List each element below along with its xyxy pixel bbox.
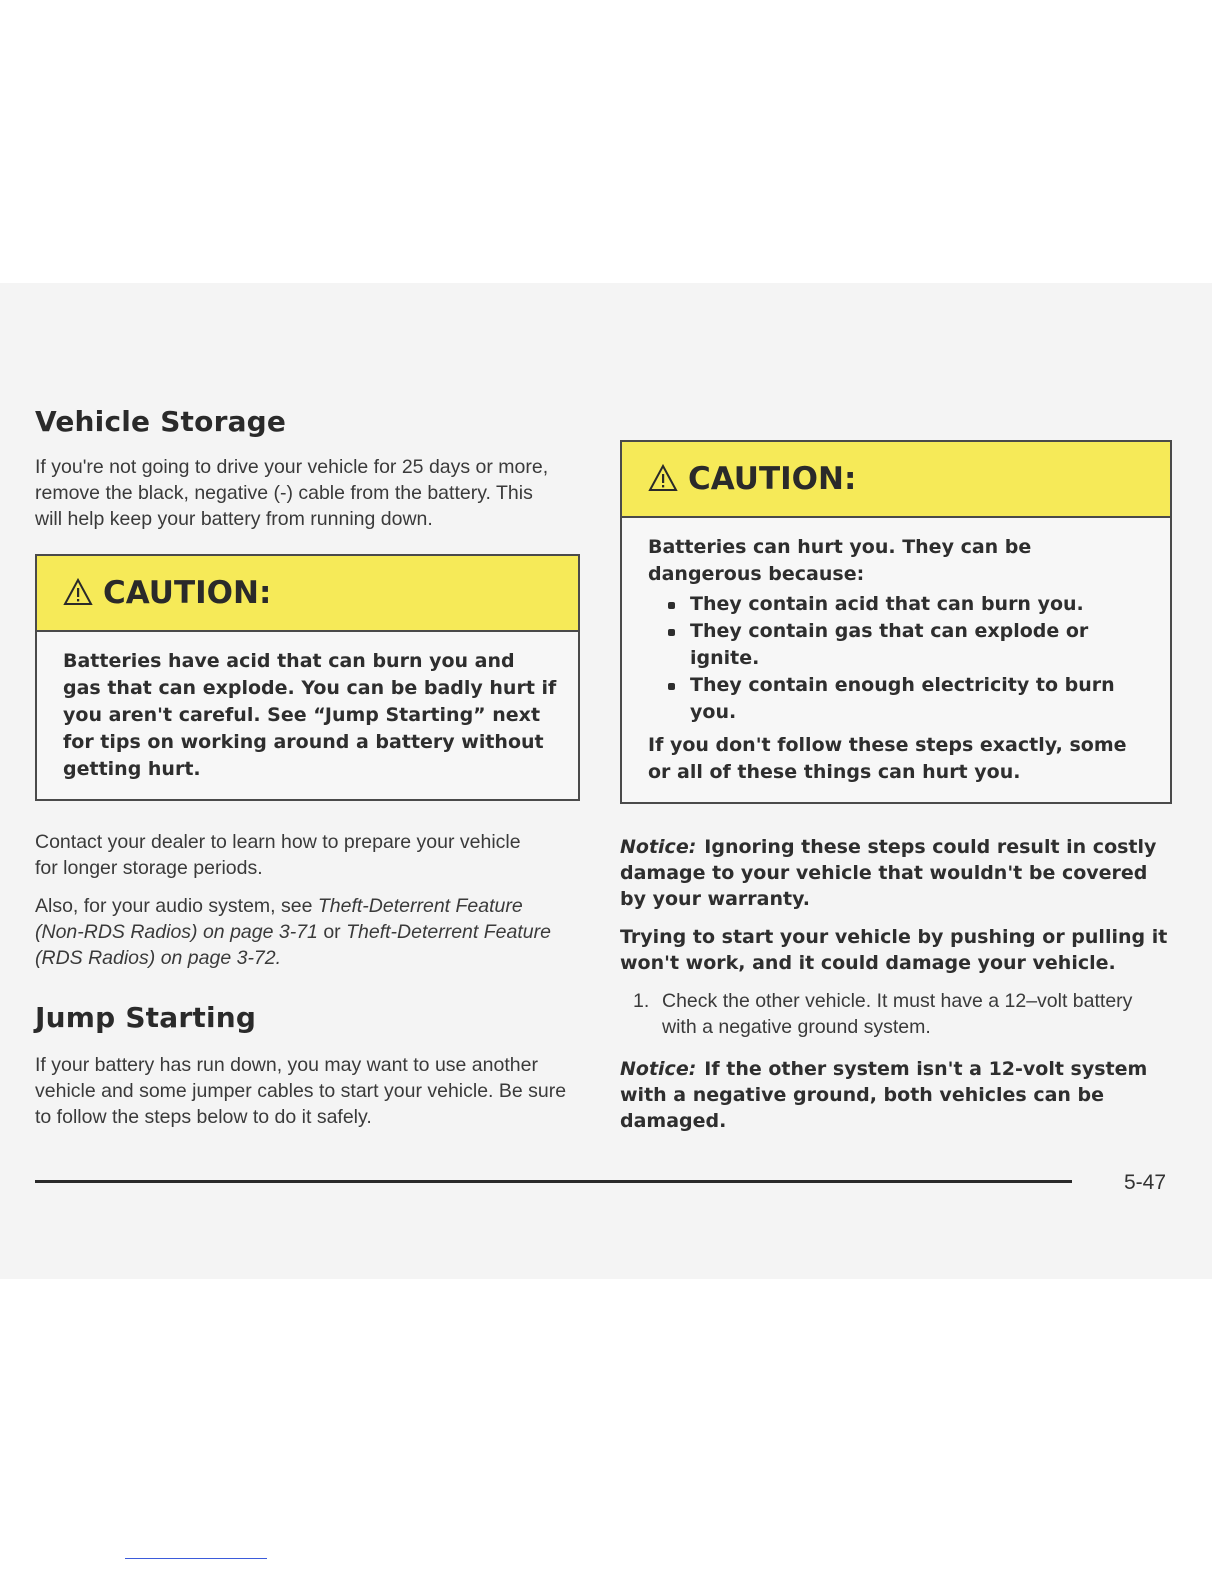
notice-label: Notice: <box>620 836 697 858</box>
battery-danger-caution-box <box>620 440 1172 804</box>
jump-starting-intro: If your battery has run down, you may want to use another vehicle and some jumper cables to start your vehicle. Be sure to follow the steps below to do it safely. <box>35 1054 567 1128</box>
step-item <box>620 988 1172 1040</box>
caution-header <box>622 442 1170 518</box>
audio-prefix: Also, for your audio system, see <box>35 895 318 917</box>
caution-closing: If you don't follow these steps exactly, some or all of these things can hurt you. <box>648 734 1127 783</box>
step-text: Check the other vehicle. It must have a 12–volt battery with a negative ground system. <box>662 990 1133 1038</box>
caution-label: CAUTION: <box>103 575 272 611</box>
audio-system-text <box>35 893 555 971</box>
theft-deterrent-non-rds-link[interactable]: Theft-Deterrent Feature (Non-RDS Radios) on page 3-71 <box>35 895 523 943</box>
notice-text: If the other system isn't a 12-volt system with a negative ground, both vehicles can be damaged. <box>620 1058 1148 1132</box>
danger-item-gas: They contain gas that can explode or ignite. <box>664 618 1150 672</box>
contact-dealer-text: Contact your dealer to learn how to prepare your vehicle for longer storage periods. <box>35 831 521 879</box>
caution-body <box>622 518 1170 802</box>
jump-start-steps <box>620 988 1172 1040</box>
battery-acid-caution-box <box>35 554 580 801</box>
caution-lead: Batteries can hurt you. They can be dangerous because: <box>648 536 1032 585</box>
audio-connector: or <box>317 921 347 943</box>
danger-item-electricity: They contain enough electricity to burn you. <box>664 672 1150 726</box>
danger-list <box>648 591 1150 726</box>
notice-costly-damage <box>620 834 1172 912</box>
notice-label: Notice: <box>620 1058 697 1080</box>
caution-header <box>37 556 578 632</box>
theft-deterrent-rds-link[interactable]: Theft-Deterrent Feature (RDS Radios) on page 3-72. <box>35 921 551 969</box>
push-pull-warning: Trying to start your vehicle by pushing or pulling it won't work, and it could damage your vehicle. <box>620 926 1168 974</box>
warning-triangle-icon <box>63 578 93 606</box>
caution-body <box>37 632 578 799</box>
danger-item-acid: They contain acid that can burn you. <box>664 591 1150 618</box>
footer-rule <box>35 1180 1072 1183</box>
link-underline <box>125 1558 267 1559</box>
notice-12-volt <box>620 1056 1172 1134</box>
step-number: 1. <box>633 990 650 1012</box>
jump-starting-heading: Jump Starting <box>35 1001 257 1034</box>
notice-text: Ignoring these steps could result in costly damage to your vehicle that wouldn't be covered by your warranty. <box>620 836 1157 910</box>
page-number: 5-47 <box>1124 1171 1167 1194</box>
vehicle-storage-intro: If you're not going to drive your vehicle for 25 days or more, remove the black, negative (-) cable from the battery. This will help keep your battery from running down. <box>35 456 549 530</box>
caution-label: CAUTION: <box>688 461 857 497</box>
vehicle-storage-heading: Vehicle Storage <box>35 405 287 438</box>
caution-text: Batteries have acid that can burn you and gas that can explode. You can be badly hurt if you aren't careful. See “Jump Starting” next for tips on working around a battery without getting hurt. <box>63 650 557 780</box>
warning-triangle-icon <box>648 464 678 492</box>
right-column <box>620 440 1172 1134</box>
left-column <box>35 405 580 1130</box>
